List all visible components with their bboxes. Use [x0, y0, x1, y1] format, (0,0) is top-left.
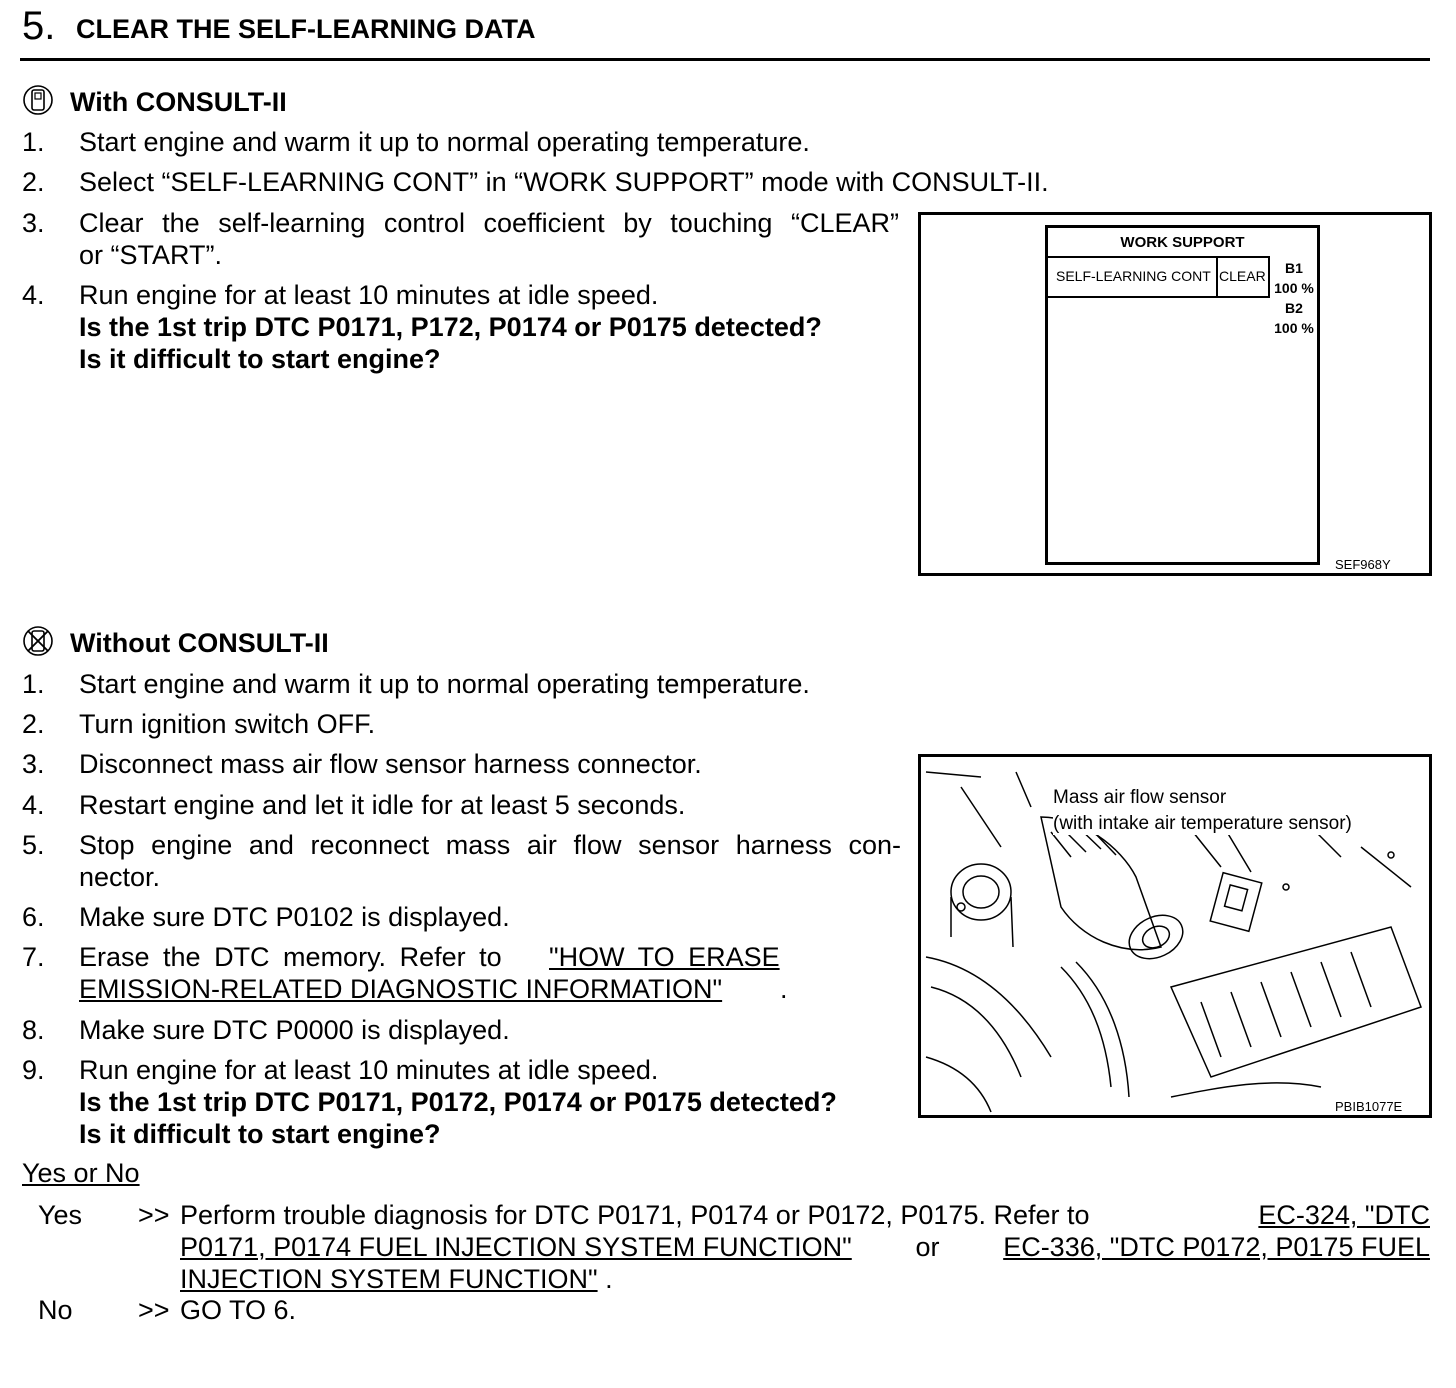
- yes-or-no-label: Yes or No: [22, 1158, 140, 1188]
- ec-324-link[interactable]: EC-324, "DTC: [1258, 1200, 1430, 1230]
- step-number: 5.: [22, 4, 56, 48]
- question-text: Is it difficult to start engine?: [79, 1119, 441, 1149]
- no-text: GO TO 6.: [180, 1295, 297, 1325]
- figure-code: PBIB1077E: [1335, 1099, 1403, 1114]
- ec-324-link[interactable]: P0171, P0174 FUEL INJECTION SYSTEM FUNCTION": [180, 1232, 852, 1262]
- ec-336-link[interactable]: EC-336, "DTC P0172, P0175 FUEL: [1003, 1232, 1430, 1262]
- clear-button: CLEAR: [1219, 268, 1266, 284]
- ec-336-link[interactable]: INJECTION SYSTEM FUNCTION": [180, 1264, 598, 1294]
- step-title: CLEAR THE SELF-LEARNING DATA: [76, 14, 536, 44]
- question-text: Is it difficult to start engine?: [79, 344, 441, 374]
- figure-code: SEF968Y: [1335, 557, 1391, 572]
- arrow: >>: [138, 1200, 170, 1230]
- with-consult-label: With CONSULT-II: [70, 87, 287, 117]
- consult-screen: [1045, 225, 1320, 565]
- yes-text: Perform trouble diagnosis for DTC P0171, P0174 or P0172, P0175. Refer to EC-324, "DTC P0171, P0174 FUEL INJECTION SYSTEM FUNCTION" or EC-336, "DTC P0172, P0175 FUEL INJECTION SYSTEM FUNCTION" .: [180, 1200, 1430, 1294]
- maf-callout: (with intake air temperature sensor): [1053, 813, 1352, 834]
- no-key: No: [38, 1295, 73, 1325]
- b2-value: 100 %: [1274, 320, 1314, 336]
- maf-callout: Mass air flow sensor: [1053, 787, 1227, 808]
- no-tools-icon: [22, 625, 54, 657]
- question-text: Is the 1st trip DTC P0171, P0172, P0174 or P0175 detected?: [79, 1087, 837, 1117]
- b1-value: 100 %: [1274, 280, 1314, 296]
- yes-key: Yes: [38, 1200, 83, 1230]
- step-header: [20, 0, 1430, 61]
- arrow: >>: [138, 1295, 170, 1325]
- b2-label: B2: [1285, 300, 1303, 316]
- maf-sensor-figure: [918, 754, 1432, 1118]
- screen-title: WORK SUPPORT: [1120, 234, 1245, 251]
- screen-item: SELF-LEARNING CONT: [1056, 268, 1211, 284]
- erase-dtc-link[interactable]: EMISSION-RELATED DIAGNOSTIC INFORMATION": [79, 974, 723, 1004]
- question-text: Is the 1st trip DTC P0171, P172, P0174 or P0175 detected?: [79, 312, 822, 342]
- without-consult-label: Without CONSULT-II: [70, 628, 329, 658]
- work-support-figure: [918, 212, 1432, 576]
- consult-tool-icon: [22, 84, 54, 116]
- engine-bay-illustration: [921, 757, 1429, 1115]
- erase-dtc-link[interactable]: "HOW TO ERASE: [549, 942, 780, 972]
- b1-label: B1: [1285, 260, 1303, 276]
